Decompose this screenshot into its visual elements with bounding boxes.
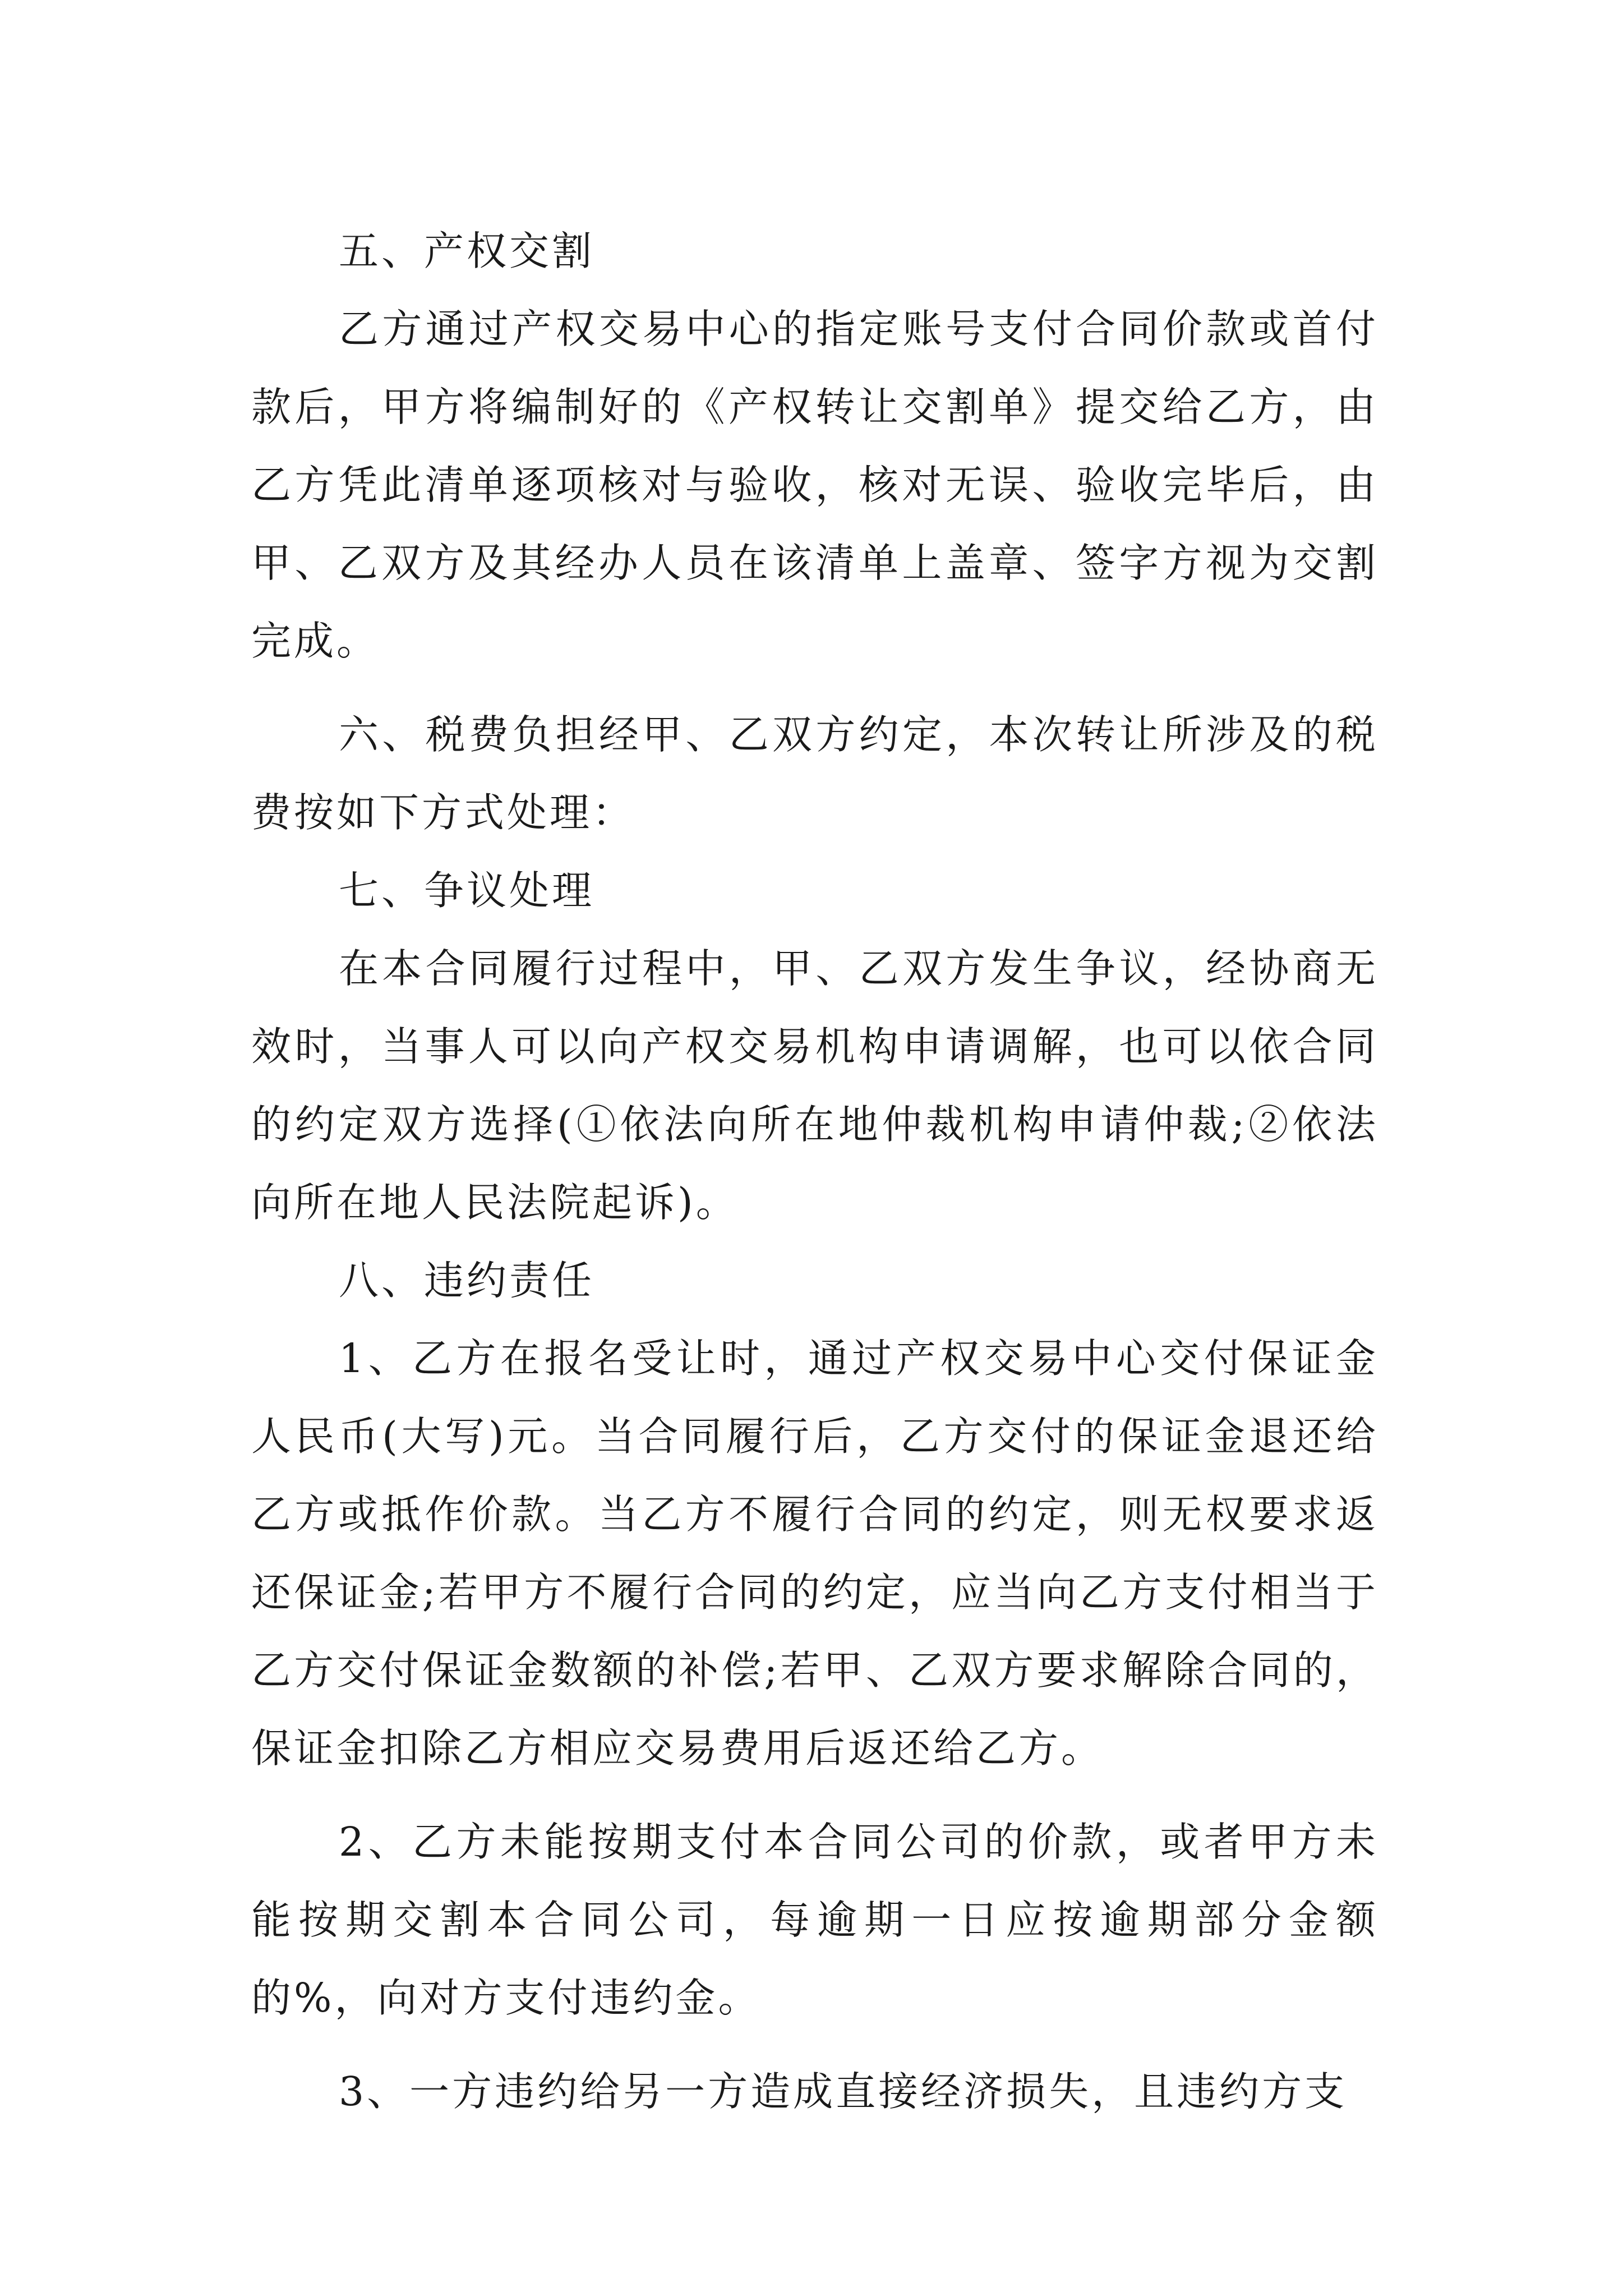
paragraph-dispute: 在本合同履行过程中，甲、乙双方发生争议，经协商无效时，当事人可以向产权交易机构申请调解，也可以依合同的约定双方选择(①依法向所在地仲裁机构申请仲裁;②依法向所在地人民法院起诉)。 xyxy=(251,945,1378,1226)
section-heading-breach: 八、违约责任 xyxy=(339,1257,595,1304)
paragraph-breach-1: 1、乙方在报名受让时，通过产权交易中心交付保证金人民币(大写)元。当合同履行后，乙方交付的保证金退还给乙方或抵作价款。当乙方不履行合同的约定，则无权要求返还保证金;若甲方不履行合同的约定，应当向乙方支付相当于乙方交付保证金数额的补偿;若甲、乙双方要求解除合同的，保证金扣除乙方相应交易费用后返还给乙方。 xyxy=(251,1335,1378,1772)
paragraph-breach-3: 3、一方违约给另一方造成直接经济损失，且违约方支 xyxy=(339,2068,1348,2115)
section-heading-dispute: 七、争议处理 xyxy=(339,867,595,914)
paragraph-gap xyxy=(251,1787,1378,1803)
paragraph-breach-2: 2、乙方未能按期支付本合同公司的价款，或者甲方未能按期交割本合同公司，每逾期一日应按逾期部分金额的%，向对方支付违约金。 xyxy=(251,1819,1378,2021)
paragraph-gap xyxy=(251,2037,1378,2053)
paragraph-property-delivery: 乙方通过产权交易中心的指定账号支付合同价款或首付款后，甲方将编制好的《产权转让交割单》提交给乙方，由乙方凭此清单逐项核对与验收，核对无误、验收完毕后，由甲、乙双方及其经办人员在该清单上盖章、签字方视为交割完成。 xyxy=(251,306,1378,664)
section-heading-property-delivery: 五、产权交割 xyxy=(339,228,595,274)
paragraph-gap xyxy=(251,680,1378,696)
document-body xyxy=(251,212,1378,2131)
paragraph-tax-burden: 六、税费负担经甲、乙双方约定，本次转让所涉及的税费按如下方式处理： xyxy=(251,711,1378,836)
